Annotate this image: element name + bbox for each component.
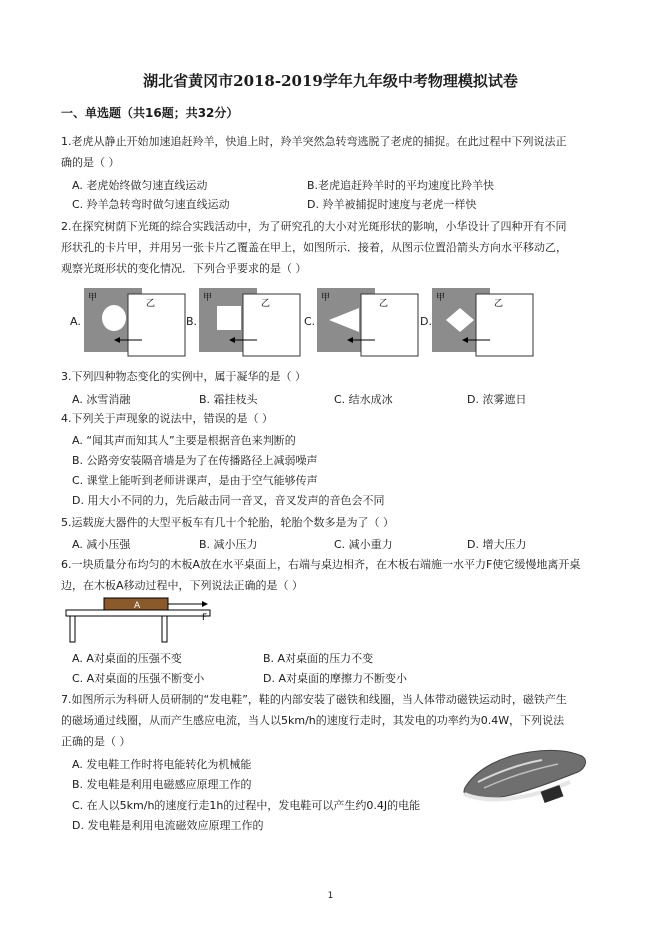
q2-option-a[interactable]: A.: [70, 315, 81, 328]
question-5-line-1: 5.运载庞大器件的大型平板车有几十个轮胎，轮胎个数多是为了（ ）: [61, 516, 394, 529]
card-jia-label: 甲: [436, 293, 446, 303]
question-4-line-1: 4.下列关于声现象的说法中，错误的是（ ）: [61, 412, 273, 425]
question-2-line-1: 2.在探究树荫下光斑的综合实践活动中，为了研究孔的大小对光斑形状的影响，小华设计了四种开有不同: [61, 220, 567, 233]
circle-hole: [102, 305, 126, 331]
page-number: 1: [327, 891, 334, 901]
question-6-line-1: 6.一块质量分布均匀的木板A放在水平桌面上，右端与桌边相齐，在木板右端施一水平力F使它缓慢地离开桌: [61, 558, 581, 571]
card-yi: [476, 294, 533, 356]
q2-figure-c: [317, 288, 421, 358]
card-jia-label: 甲: [203, 293, 213, 303]
square-hole: [217, 306, 241, 330]
question-2-line-3: 观察光斑形状的变化情况．下列合乎要求的是（ ）: [61, 262, 307, 275]
q5-option-a[interactable]: A. 减小压强: [72, 538, 131, 551]
q7-option-b[interactable]: B. 发电鞋是利用电磁感应原理工作的: [72, 778, 252, 791]
q6-option-b[interactable]: B. A对桌面的压力不变: [263, 652, 374, 665]
force-arrow-head: [202, 601, 208, 607]
q1-option-a[interactable]: A. 老虎始终做匀速直线运动: [72, 179, 208, 192]
q7-option-a[interactable]: A. 发电鞋工作时将电能转化为机械能: [72, 758, 252, 771]
q7-option-d[interactable]: D. 发电鞋是利用电流磁效应原理工作的: [72, 819, 264, 832]
card-jia-label: 甲: [321, 293, 331, 303]
shoe-image: [458, 746, 592, 810]
q4-option-d[interactable]: D. 用大小不同的力，先后敲击同一音叉，音叉发声的音色会不同: [72, 494, 385, 507]
card-yi-label: 乙: [494, 299, 504, 309]
card-yi: [128, 294, 185, 356]
q6-table-figure: [62, 594, 222, 646]
q7-option-c[interactable]: C. 在人以5km/h的速度行走1h的过程中，发电鞋可以产生约0.4J的电能: [72, 799, 421, 812]
question-2-line-2: 形状孔的卡片甲，并用另一张卡片乙覆盖在甲上，如图所示．接着，从图示位置沿箭头方向水平移动乙，: [61, 241, 567, 254]
question-6-line-2: 边，在木板A移动过程中，下列说法正确的是（ ）: [61, 579, 304, 592]
q2-option-c[interactable]: C.: [304, 315, 316, 328]
q2-figure-d: [432, 288, 536, 358]
card-yi: [361, 294, 418, 356]
generator-module: [541, 785, 564, 803]
card-yi-label: 乙: [146, 299, 156, 309]
page-title: 湖北省黄冈市2018-2019学年九年级中考物理模拟试卷: [143, 72, 518, 90]
q5-option-d[interactable]: D. 增大压力: [467, 538, 527, 551]
force-label: F: [202, 613, 208, 623]
board-a-label: A: [134, 601, 141, 611]
q3-option-c[interactable]: C. 结水成冰: [334, 393, 393, 406]
q4-option-a[interactable]: A. “闻其声而知其人”主要是根据音色来判断的: [72, 434, 296, 447]
q2-figure-b: [199, 288, 303, 358]
q6-option-c[interactable]: C. A对桌面的压强不断变小: [72, 672, 205, 685]
q2-figure-a: [84, 288, 188, 358]
card-jia-label: 甲: [88, 293, 98, 303]
q6-option-a[interactable]: A. A对桌面的压强不变: [72, 652, 182, 665]
card-yi: [243, 294, 300, 356]
q6-option-d[interactable]: D. A对桌面的摩擦力不断变小: [263, 672, 407, 685]
q3-option-a[interactable]: A. 冰雪消融: [72, 393, 131, 406]
question-3-line-1: 3.下列四种物态变化的实例中，属于凝华的是（ ）: [61, 370, 306, 383]
q1-option-c[interactable]: C. 羚羊急转弯时做匀速直线运动: [72, 198, 230, 211]
question-7-line-2: 的磁场通过线圈，从而产生感应电流，当人以5km/h的速度行走时，其发电的功率约为0.4W，下列说法: [61, 714, 565, 727]
q5-option-b[interactable]: B. 减小压力: [199, 538, 258, 551]
question-7-line-1: 7.如图所示为科研人员研制的“发电鞋”，鞋的内部安装了磁铁和线圈，当人体带动磁铁运动时，磁铁产生: [61, 693, 567, 706]
q3-option-d[interactable]: D. 浓雾遮日: [467, 393, 527, 406]
q1-option-b[interactable]: B.老虎追赶羚羊时的平均速度比羚羊快: [307, 179, 495, 192]
section-heading: 一、单选题（共16题；共32分）: [61, 106, 239, 120]
question-1-line-2: 确的是（ ）: [61, 156, 120, 169]
q2-option-d[interactable]: D.: [420, 315, 432, 328]
q4-option-c[interactable]: C. 课堂上能听到老师讲课声，是由于空气能够传声: [72, 474, 318, 487]
card-yi-label: 乙: [261, 299, 271, 309]
q1-option-d[interactable]: D. 羚羊被捕捉时速度与老虎一样快: [307, 198, 477, 211]
shoe-upper: [464, 750, 585, 798]
q5-option-c[interactable]: C. 减小重力: [334, 538, 393, 551]
table-leg-right: [162, 616, 167, 642]
q2-option-b[interactable]: B.: [186, 315, 198, 328]
question-7-line-3: 正确的是（ ）: [61, 735, 131, 748]
table-leg-left: [70, 616, 75, 642]
q4-option-b[interactable]: B. 公路旁安装隔音墙是为了在传播路径上减弱噪声: [72, 454, 318, 467]
question-1-line-1: 1.老虎从静止开始加速追赶羚羊，快追上时，羚羊突然急转弯逃脱了老虎的捕捉。在此过程中下列说法正: [61, 135, 567, 148]
card-yi-label: 乙: [379, 299, 389, 309]
q3-option-b[interactable]: B. 霜挂枝头: [199, 393, 258, 406]
